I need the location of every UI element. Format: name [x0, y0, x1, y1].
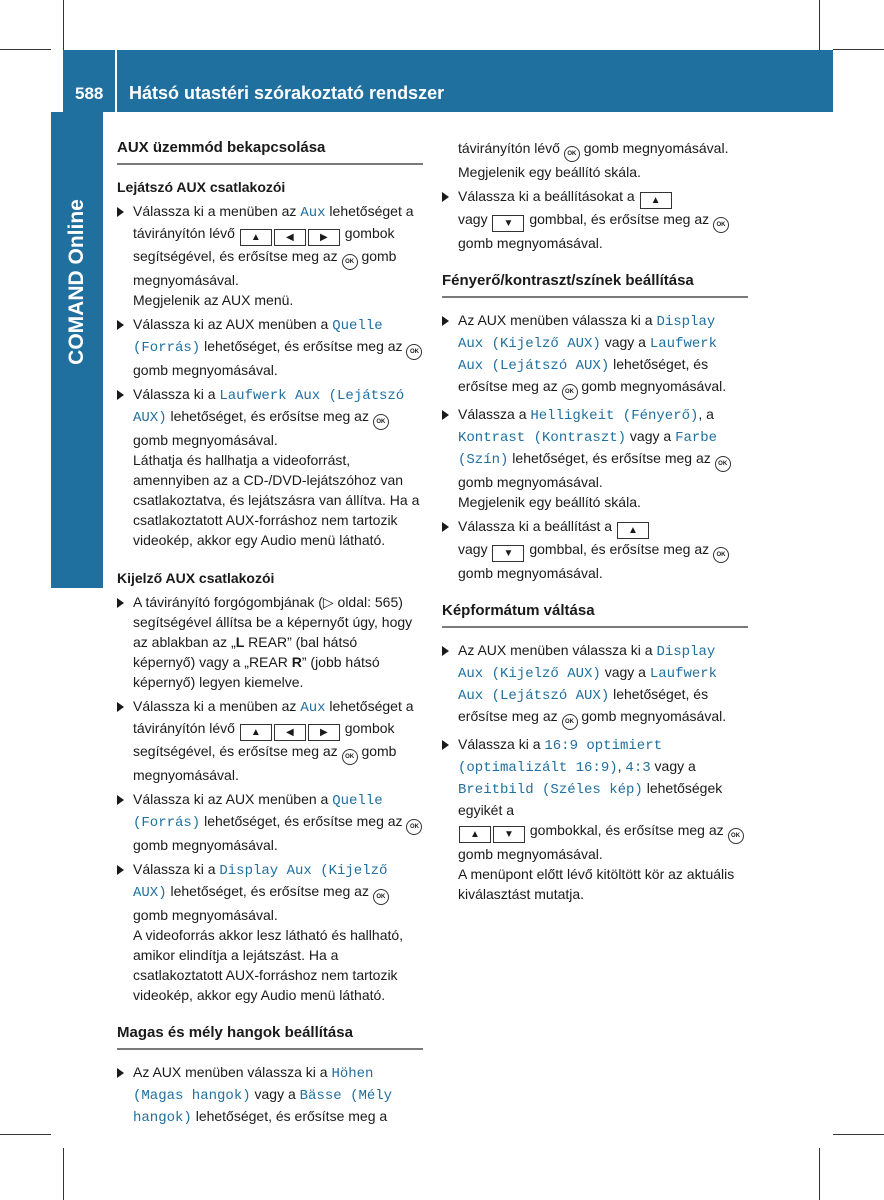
right-key-icon: ▶ [308, 229, 340, 246]
instruction-item: A távirányító forgógombjának (▷ oldal: 565) segítségével állítsa be a képernyőt úgy, hogy az ablakban az „L REAR” (bal hátsó képernyő) vagy a „REAR R” (jobb hátsó képernyő) legyen kiemelve. [117, 592, 423, 692]
up-key-icon: ▲ [617, 522, 649, 539]
down-key-icon: ▼ [493, 826, 525, 843]
up-key-icon: ▲ [640, 192, 672, 209]
ok-button-icon: OK [713, 217, 729, 233]
instruction-item: Válassza ki a Display Aux (Kijelző AUX) lehetőséget, és erősítse meg az OK gomb megnyomásával. A videoforrás akkor lesz látható és hallható, amikor elindítja a lejátszást. Ha a csatlakoztatott AUX-forráshoz nem tartozik videokép, akkor egy Audio menü látható. [117, 859, 423, 1005]
instruction-item: Válassza ki a menüben az Aux lehetőséget a távirányítón lévő ▲ ◀ ▶ gombok segítségével, és erősítse meg az OK gomb megnyomásával. [117, 696, 423, 785]
ok-button-icon: OK [562, 384, 578, 400]
section-title: Képformátum váltása [442, 601, 748, 628]
ok-button-icon: OK [342, 254, 358, 270]
instruction-item: Válassza ki a 16:9 optimiert (optimalizált 16:9), 4:3 vagy a Breitbild (Széles kép) lehetőségek egyikét a ▲ ▼ gombokkal, és erősítse meg az OK gomb megnyomásával. A menüpont előtt lévő kitöltött kör az aktuális kiválasztást mutatja. [442, 734, 748, 904]
instruction-item: Az AUX menüben válassza ki a Display Aux (Kijelző AUX) vagy a Laufwerk Aux (Lejátszó AUX) lehetőséget, és erősítse meg az OK gomb megnyomásával. [442, 310, 748, 400]
ok-button-icon: OK [562, 714, 578, 730]
instruction-item: Válassza ki az AUX menüben a Quelle (Forrás) lehetőséget, és erősítse meg az OK gomb megnyomásával. [117, 789, 423, 855]
bullet-triangle-icon [117, 795, 124, 805]
instruction-item: Válassza ki az AUX menüben a Quelle (Forrás) lehetőséget, és erősítse meg az OK gomb megnyomásával. [117, 314, 423, 380]
bullet-triangle-icon [117, 207, 124, 217]
page-title: Hátsó utastéri szórakoztató rendszer [129, 83, 445, 103]
crop-mark [833, 49, 884, 50]
continued-text: távirányítón lévő OK gomb megnyomásával. Megjelenik egy beállító skála. [458, 140, 729, 180]
ok-button-icon: OK [342, 749, 358, 765]
section-title: Magas és mély hangok beállítása [117, 1023, 423, 1050]
ok-button-icon: OK [406, 344, 422, 360]
bullet-triangle-icon [117, 865, 124, 875]
chapter-side-tab [51, 112, 103, 588]
ok-button-icon: OK [373, 414, 389, 430]
crop-mark [819, 0, 820, 50]
left-column [117, 138, 423, 1132]
right-column [442, 138, 748, 908]
bullet-triangle-icon [442, 410, 449, 420]
instruction-item: Válassza ki a Laufwerk Aux (Lejátszó AUX) lehetőséget, és erősítse meg az OK gomb megnyomásával. Láthatja és hallhatja a videoforrást, amennyiben az a CD-/DVD-lejátszóhoz van csatlakoztatva, és lejátszásra van állítva. Ha a csatlakoztatott AUX-forráshoz nem tartozik videokép, akkor egy Audio menü látható. [117, 384, 423, 550]
subsection-title: Lejátszó AUX csatlakozói [117, 179, 286, 195]
section-title: Fényerő/kontraszt/színek beállítása [442, 271, 748, 298]
right-key-icon: ▶ [308, 724, 340, 741]
crop-mark [833, 1134, 884, 1135]
up-key-icon: ▲ [240, 229, 272, 246]
bullet-triangle-icon [117, 320, 124, 330]
instruction-item: Válassza ki a beállításokat a ▲ vagy ▼ gombbal, és erősítse meg az OK gomb megnyomásával. [442, 186, 748, 253]
bullet-triangle-icon [117, 1068, 124, 1078]
spacer [117, 1009, 423, 1023]
up-key-icon: ▲ [459, 826, 491, 843]
ok-button-icon: OK [713, 547, 729, 563]
bullet-triangle-icon [442, 646, 449, 656]
down-key-icon: ▼ [492, 545, 524, 562]
page-number: 588 [75, 84, 104, 103]
bullet-triangle-icon [442, 192, 449, 202]
spacer [442, 587, 748, 601]
section-title: AUX üzemmód bekapcsolása [117, 138, 423, 165]
bullet-triangle-icon [117, 598, 124, 608]
left-key-icon: ◀ [274, 724, 306, 741]
instruction-item: Válassza ki a menüben az Aux lehetőséget a távirányítón lévő ▲ ◀ ▶ gombok segítségével, és erősítse meg az OK gomb megnyomásával. Megjelenik az AUX menü. [117, 201, 423, 310]
spacer [442, 257, 748, 271]
instruction-item: Az AUX menüben válassza ki a Höhen (Magas hangok) vagy a Bässe (Mély hangok) lehetőséget, és erősítse meg a [117, 1062, 423, 1128]
header-divider [115, 50, 117, 112]
ok-button-icon: OK [715, 456, 731, 472]
ok-button-icon: OK [406, 819, 422, 835]
instruction-item: Válassza ki a beállítást a ▲ vagy ▼ gombbal, és erősítse meg az OK gomb megnyomásával. [442, 516, 748, 583]
bullet-triangle-icon [442, 316, 449, 326]
crop-mark [819, 1148, 820, 1200]
bullet-triangle-icon [442, 740, 449, 750]
bullet-triangle-icon [117, 702, 124, 712]
crop-mark [63, 1148, 64, 1200]
ok-button-icon: OK [373, 889, 389, 905]
spacer [117, 554, 423, 568]
up-key-icon: ▲ [240, 724, 272, 741]
page-header [63, 50, 833, 112]
instruction-item: Az AUX menüben válassza ki a Display Aux (Kijelző AUX) vagy a Laufwerk Aux (Lejátszó AUX) lehetőséget, és erősítse meg az OK gomb megnyomásával. [442, 640, 748, 730]
crop-mark [0, 49, 51, 50]
crop-mark [63, 0, 64, 50]
ok-button-icon: OK [728, 828, 744, 844]
bullet-triangle-icon [117, 390, 124, 400]
bullet-triangle-icon [442, 522, 449, 532]
crop-mark [0, 1134, 51, 1135]
ok-button-icon: OK [564, 146, 580, 162]
down-key-icon: ▼ [492, 215, 524, 232]
left-key-icon: ◀ [274, 229, 306, 246]
instruction-item: Válassza a Helligkeit (Fényerő), a Kontrast (Kontraszt) vagy a Farbe (Szín) lehetőséget, és erősítse meg az OK gomb megnyomásával. Megjelenik egy beállító skála. [442, 404, 748, 512]
chapter-label: COMAND Online [65, 199, 88, 365]
subsection-title: Kijelző AUX csatlakozói [117, 570, 275, 586]
